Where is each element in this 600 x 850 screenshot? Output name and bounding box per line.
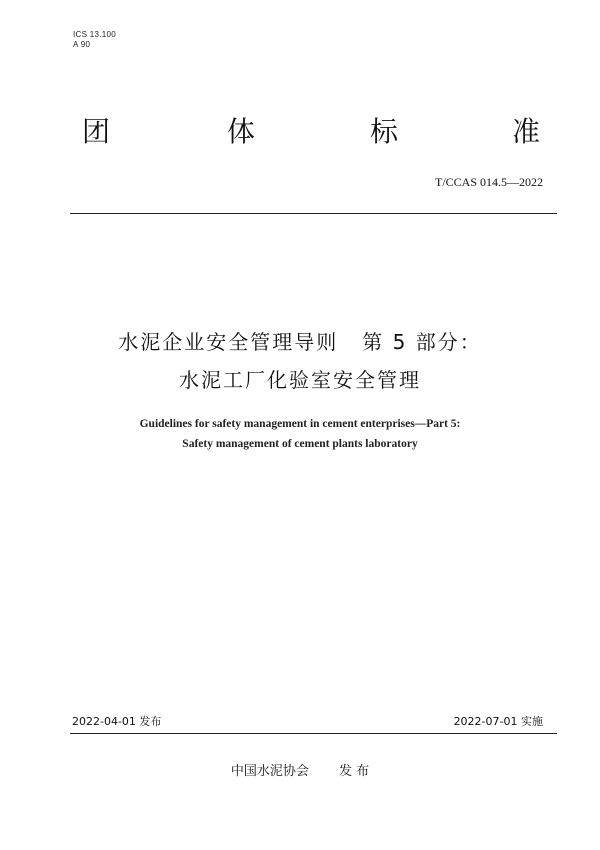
- standard-number: T/CCAS 014.5—2022: [434, 175, 543, 189]
- standard-type-char-4: 准: [512, 115, 541, 148]
- standard-type-char-2: 体: [227, 115, 256, 148]
- chinese-title-part: 第 5 部分：: [362, 330, 482, 354]
- classification-codes: [73, 30, 116, 50]
- issuer-name: 中国水泥协会: [230, 764, 309, 779]
- chinese-title-line-1: [0, 327, 600, 357]
- standard-type-char-3: 标: [370, 115, 399, 148]
- implementation-date: 2022-07-01 实施: [453, 715, 543, 728]
- issuer-action: 发 布: [338, 764, 370, 779]
- chinese-title-line-2: 水泥工厂化验室安全管理: [179, 368, 421, 392]
- english-title-line-1: Guidelines for safety management in cement enterprises—Part 5:: [139, 418, 461, 430]
- standard-type-char-1: 团: [82, 115, 111, 148]
- chinese-title-main: 水泥企业安全管理导则: [118, 330, 339, 354]
- issuing-organization: [0, 764, 600, 780]
- ics-code: ICS 13.100: [73, 30, 117, 39]
- english-title-line-2: Safety management of cement plants laboratory: [182, 438, 418, 450]
- footer-divider: [70, 733, 557, 734]
- header-divider: [70, 213, 557, 214]
- publish-date: 2022-04-01 发布: [72, 715, 162, 728]
- ccs-code: A 90: [73, 40, 91, 49]
